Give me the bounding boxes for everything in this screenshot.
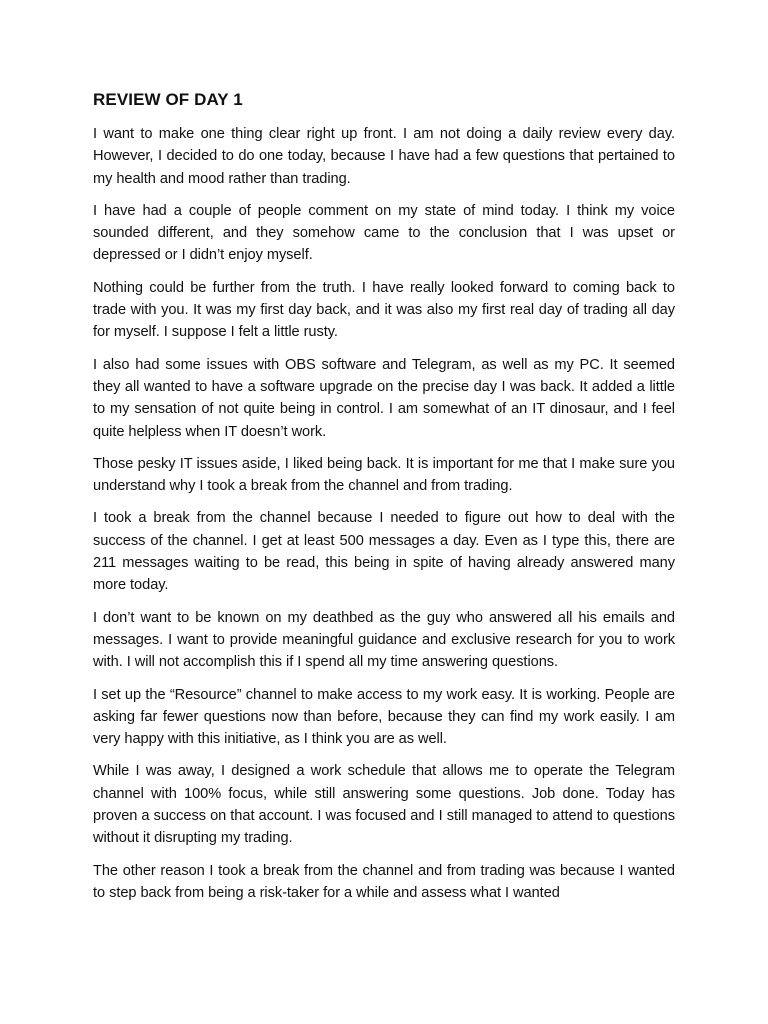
paragraph: I want to make one thing clear right up front. I am not doing a daily review every day. However, I decided to do one today, because I have had a few questions that pertained to my health and mood rather than trading. — [93, 126, 675, 187]
paragraph: While I was away, I designed a work schedule that allows me to operate the Telegram channel with 100% focus, while still answering some questions. Job done. Today has proven a success on that account. I was focused and I still managed to attend to questions without it disrupting my trading. — [93, 763, 675, 847]
paragraph: Nothing could be further from the truth. I have really looked forward to coming back to trade with you. It was my first day back, and it was also my first real day of trading all day for myself. I suppose I felt a little rusty. — [93, 279, 675, 341]
paragraph: Those pesky IT issues aside, I liked being back. It is important for me that I make sure you understand why I took a break from the channel and from trading. — [93, 455, 675, 495]
paragraph: I took a break from the channel because I needed to figure out how to deal with the success of the channel. I get at least 500 messages a day. Even as I type this, there are 211 messages waiting to be read, this being in spite of having already answered many more today. — [93, 510, 675, 594]
paragraph: I don’t want to be known on my deathbed as the guy who answered all his emails and messages. I want to provide meaningful guidance and exclusive research for you to work with. I will not accomplish this if I spend all my time answering questions. — [93, 609, 675, 671]
document-title: REVIEW OF DAY 1 — [93, 90, 243, 109]
paragraph: I also had some issues with OBS software and Telegram, as well as my PC. It seemed they all wanted to have a software upgrade on the precise day I was back. It added a little to my sensation of not quite being in control. I am somewhat of an IT dinosaur, and I feel quite helpless when IT doesn’t work. — [93, 356, 675, 440]
paragraph: I set up the “Resource” channel to make access to my work easy. It is working. People are asking far fewer questions now than before, because they can find my work easily. I am very happy with this initiative, as I think you are as well. — [93, 686, 675, 748]
paragraph: I have had a couple of people comment on my state of mind today. I think my voice sounded different, and they somehow came to the conclusion that I was upset or depressed or I didn’t enjoy myself. — [93, 202, 675, 264]
paragraph: The other reason I took a break from the channel and from trading was because I wanted to step back from being a risk-taker for a while and assess what I wanted — [93, 862, 675, 901]
